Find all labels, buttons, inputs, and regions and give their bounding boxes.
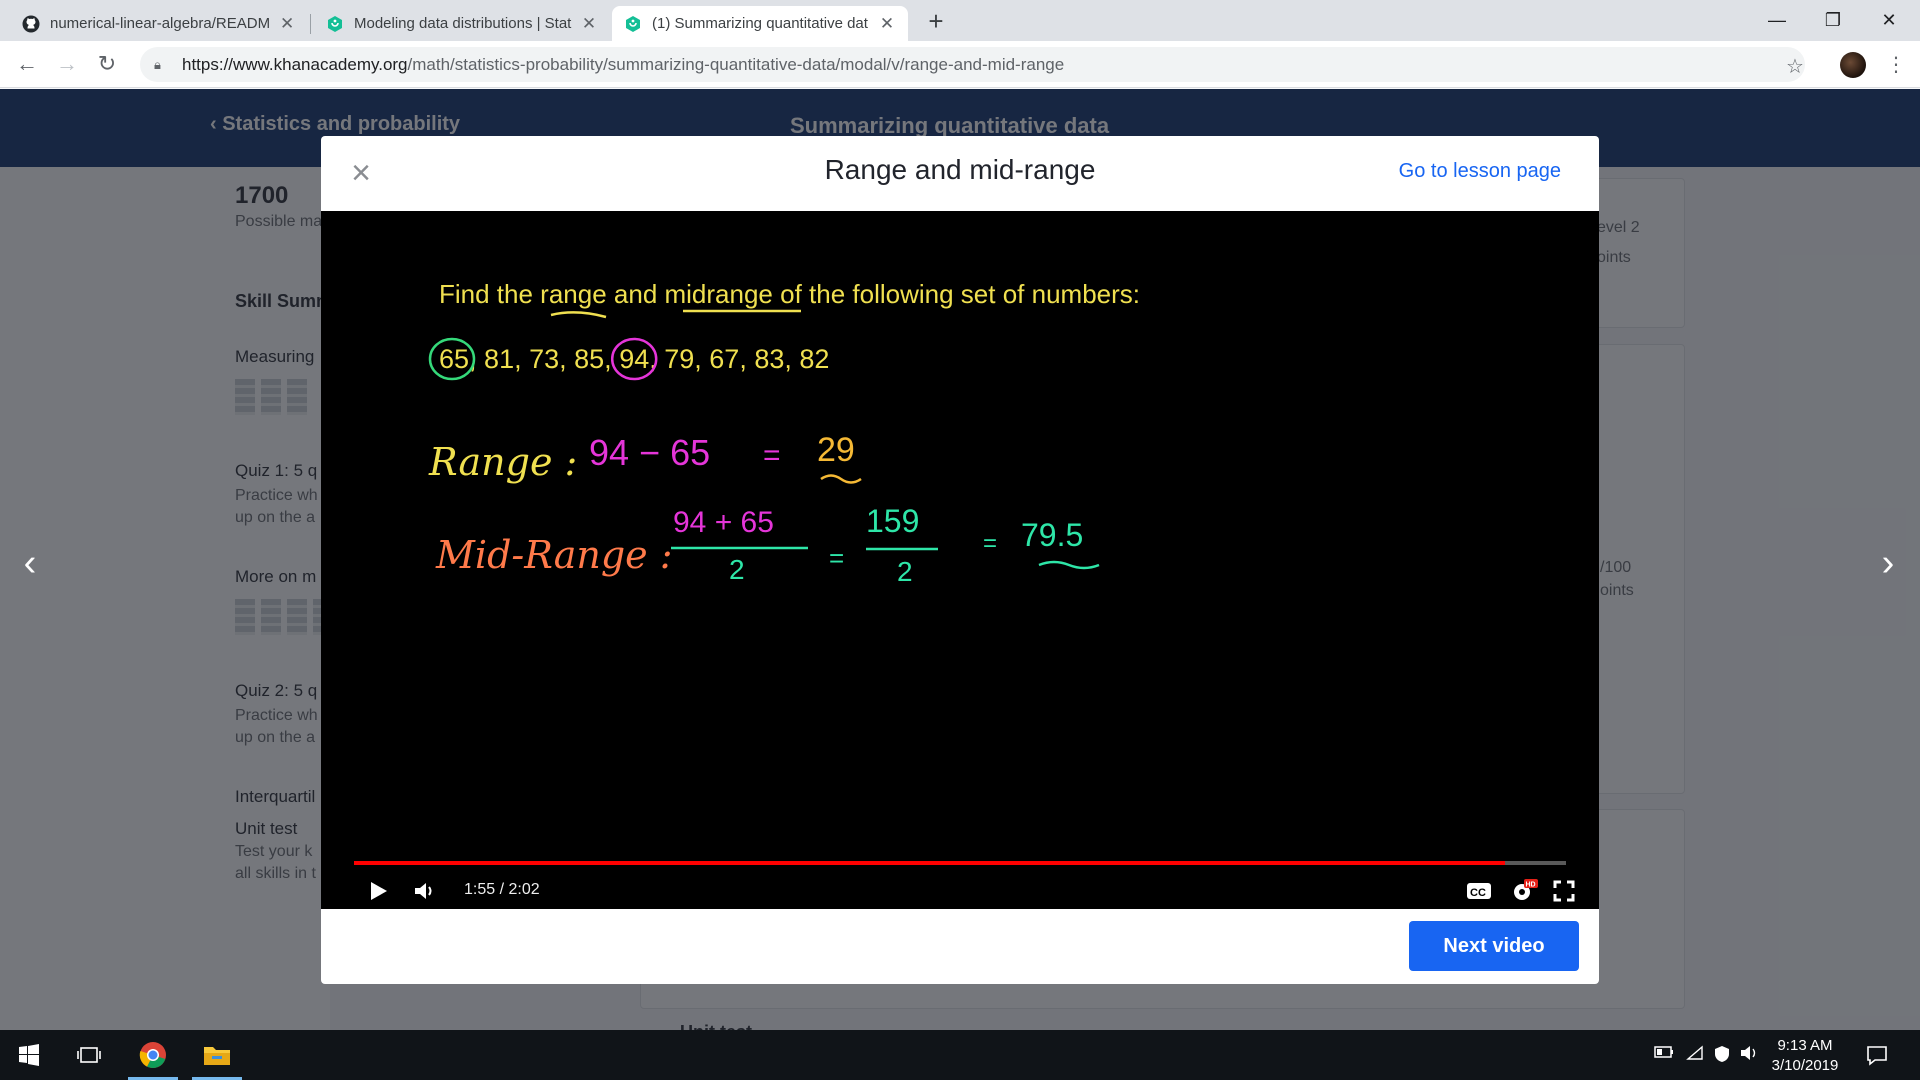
number-item: 83, <box>754 344 800 374</box>
blackboard <box>321 211 1599 909</box>
minimize-button[interactable]: — <box>1768 9 1786 30</box>
windows-start-icon[interactable] <box>0 1030 58 1080</box>
midrange-denominator-2: 2 <box>897 556 913 587</box>
number-item: 67, <box>709 344 755 374</box>
battery-icon[interactable] <box>1654 1045 1674 1064</box>
range-underline <box>551 312 606 317</box>
tab-title: numerical-linear-algebra/READM <box>50 15 271 32</box>
url-path: /math/statistics-probability/summarizing-quantitative-data/modal/v/range-and-mid-range <box>407 54 1065 74</box>
back-icon[interactable]: ← <box>16 51 38 76</box>
clock-date: 3/10/2019 <box>1771 1057 1839 1074</box>
close-tab-icon[interactable]: ✕ <box>879 13 895 33</box>
khan-academy-icon <box>326 15 344 33</box>
action-center-icon[interactable] <box>1866 1045 1888 1070</box>
file-explorer-icon[interactable] <box>188 1030 246 1080</box>
speaker-icon[interactable] <box>1740 1045 1758 1066</box>
security-shield-icon[interactable] <box>1714 1045 1730 1068</box>
midrange-result: 79.5 <box>1021 517 1084 553</box>
windows-taskbar <box>0 1030 1920 1080</box>
range-label: Range : <box>429 440 578 484</box>
range-result: 29 <box>817 431 855 469</box>
video-progress-bar[interactable] <box>354 861 1566 865</box>
play-icon[interactable] <box>364 876 392 906</box>
tab-summarizing-active[interactable] <box>612 6 908 41</box>
captions-icon[interactable] <box>1464 876 1494 906</box>
number-item: 73, <box>529 344 575 374</box>
previous-video-icon[interactable]: ‹ <box>23 542 37 584</box>
midrange-numerator: 94 + 65 <box>673 506 774 539</box>
tab-modeling-data[interactable] <box>314 6 610 41</box>
number-item: 81, <box>484 344 530 374</box>
menu-kebab-icon[interactable]: ⋮ <box>1886 54 1906 76</box>
tab-divider <box>310 14 311 34</box>
url-host: https://www.khanacademy.org <box>182 54 408 74</box>
midrange-label: Mid-Range : <box>436 533 673 577</box>
midrange-result-underline <box>1039 562 1099 568</box>
number-item: 65, <box>439 344 485 374</box>
restore-button[interactable]: ❐ <box>1824 9 1842 30</box>
bookmark-star-icon[interactable]: ☆ <box>1786 56 1804 78</box>
modal-footer <box>321 909 1599 984</box>
new-tab-button[interactable]: + <box>928 6 944 36</box>
video-player[interactable] <box>321 211 1599 909</box>
midrange-sum: 159 <box>866 503 920 539</box>
video-modal <box>321 136 1599 984</box>
chrome-icon[interactable] <box>124 1030 182 1080</box>
svg-text:HD: HD <box>1525 881 1536 889</box>
number-item: 82 <box>799 344 830 374</box>
svg-text:CC: CC <box>1470 887 1486 899</box>
next-video-button[interactable]: Next video <box>1409 921 1579 971</box>
system-clock[interactable] <box>1760 1036 1850 1076</box>
range-result-underline <box>821 476 861 483</box>
next-video-icon[interactable]: › <box>1881 542 1895 584</box>
range-equals: = <box>763 439 781 472</box>
tab-title: Modeling data distributions | Stat <box>354 15 572 32</box>
number-item: 85, <box>574 344 620 374</box>
reload-icon[interactable]: ↻ <box>97 51 117 76</box>
khan-academy-icon <box>624 15 642 33</box>
modal-header <box>321 136 1599 211</box>
video-timecode: 1:55 / 2:02 <box>464 881 540 898</box>
prompt-text: Find the range and midrange of the following set of numbers: <box>439 279 1140 309</box>
number-item: 94, <box>619 344 665 374</box>
github-icon <box>22 15 40 33</box>
wifi-icon[interactable] <box>1686 1045 1704 1066</box>
close-tab-icon[interactable]: ✕ <box>581 13 597 33</box>
range-expression: 94 − 65 <box>589 432 711 473</box>
midrange-equals-2: = <box>983 530 998 557</box>
browser-toolbar <box>0 41 1920 88</box>
number-set <box>439 344 829 374</box>
video-controls <box>354 876 1566 906</box>
close-icon[interactable]: × <box>351 154 371 192</box>
clock-time: 9:13 AM <box>1777 1037 1833 1054</box>
address-bar[interactable] <box>140 47 1805 82</box>
tab-github[interactable] <box>10 6 306 41</box>
task-view-icon[interactable] <box>60 1030 118 1080</box>
tab-strip <box>0 0 1920 41</box>
volume-icon[interactable] <box>410 876 440 906</box>
profile-avatar[interactable] <box>1840 52 1866 78</box>
close-tab-icon[interactable]: ✕ <box>279 13 295 33</box>
number-item: 79, <box>664 344 710 374</box>
lock-icon: 🔒︎ <box>154 56 161 72</box>
fullscreen-icon[interactable] <box>1549 876 1579 906</box>
midrange-denominator: 2 <box>729 554 745 585</box>
video-progress-fill <box>354 861 1505 865</box>
close-window-button[interactable]: ✕ <box>1881 9 1897 30</box>
midrange-equals-1: = <box>829 543 845 573</box>
forward-icon[interactable]: → <box>56 51 78 76</box>
modal-title: Range and mid-range <box>824 154 1096 185</box>
settings-gear-icon[interactable] <box>1509 876 1539 906</box>
go-to-lesson-link[interactable]: Go to lesson page <box>1398 160 1561 182</box>
tab-title: (1) Summarizing quantitative dat <box>652 15 868 32</box>
